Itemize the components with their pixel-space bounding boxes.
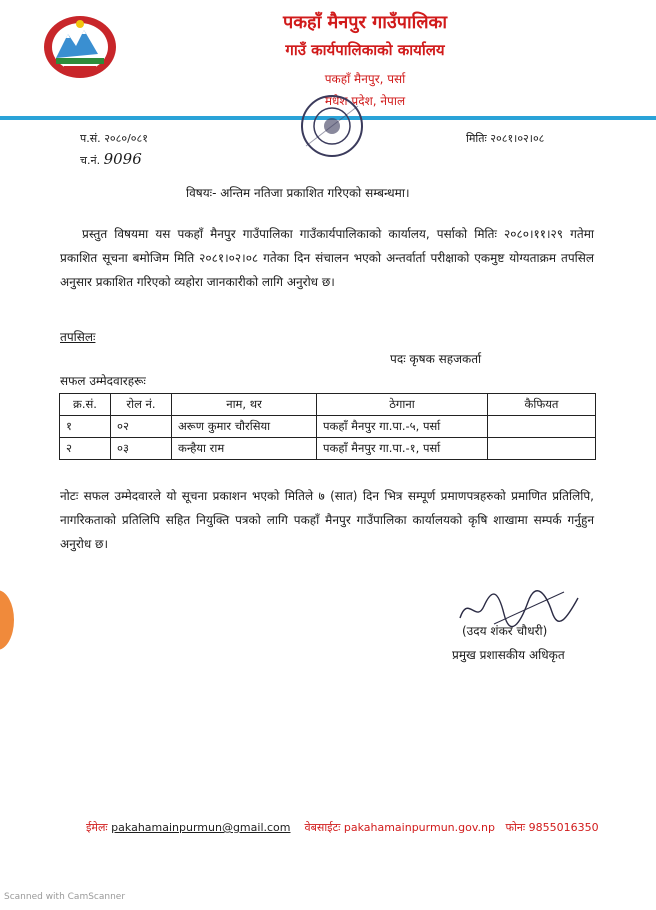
cn-ref bbox=[80, 150, 142, 168]
website-link[interactable]: pakahamainpurmun.gov.np bbox=[343, 821, 495, 834]
cn-label: च.नं. bbox=[80, 154, 101, 167]
ps-label: प.सं. bbox=[80, 132, 101, 145]
email-link[interactable]: pakahamainpurmun@gmail.com bbox=[111, 821, 291, 834]
date-label: मितिः bbox=[466, 132, 487, 145]
scanner-watermark: Scanned with CamScanner bbox=[4, 892, 126, 902]
footer bbox=[86, 820, 599, 835]
municipal-seal-icon bbox=[292, 86, 372, 166]
table-header-row bbox=[60, 394, 596, 416]
candidates-heading: सफल उम्मेदवारहरूः bbox=[60, 374, 146, 388]
cell-roll: ०३ bbox=[111, 438, 172, 460]
col-header-address: ठेगाना bbox=[317, 394, 488, 416]
result-table bbox=[59, 393, 596, 460]
cell-serial: १ bbox=[60, 416, 111, 438]
col-header-remarks: कैफियत bbox=[488, 394, 596, 416]
tapasil-heading: तपसिलः bbox=[60, 330, 96, 344]
org-name: पकहाँ मैनपुर गाउँपालिका bbox=[282, 12, 448, 33]
province: मधेश प्रदेश, नेपाल bbox=[324, 94, 406, 108]
office-name: गाउँ कार्यपालिकाको कार्यालय bbox=[285, 41, 445, 59]
cell-name: कन्हैया राम bbox=[172, 438, 317, 460]
cell-remarks bbox=[488, 438, 596, 460]
cell-address: पकहाँ मैनपुर गा.पा.-५, पर्सा bbox=[317, 416, 488, 438]
date-value: २०८१।०२।०८ bbox=[490, 132, 545, 145]
ps-ref bbox=[80, 131, 148, 146]
cell-name: अरूण कुमार चौरसिया bbox=[172, 416, 317, 438]
email-label: ईमेलः bbox=[86, 821, 108, 834]
table-row bbox=[60, 416, 596, 438]
table-row bbox=[60, 438, 596, 460]
col-header-name: नाम, थर bbox=[172, 394, 317, 416]
col-header-serial: क्र.सं. bbox=[60, 394, 111, 416]
orange-object bbox=[0, 590, 14, 650]
post-title: पदः कृषक सहजकर्ता bbox=[390, 352, 482, 366]
subject-line: विषयः- अन्तिम नतिजा प्रकाशित गरिएको सम्बन्धमा। bbox=[186, 186, 410, 200]
signatory-designation: प्रमुख प्रशासकीय अधिकृत bbox=[452, 648, 565, 662]
office-address: पकहाँ मैनपुर, पर्सा bbox=[324, 72, 406, 86]
cn-value: 9096 bbox=[103, 150, 142, 168]
note-paragraph: नोटः सफल उम्मेदवारले यो सूचना प्रकाशन भएको मितिले ७ (सात) दिन भित्र सम्पूर्ण प्रमाणपत्रहरुको प्रमाणित प्रतिलिपि, नागरिकताको प्रतिलिपि सहित नियुक्ति पत्रको लागि पकहाँ मैनपुर गाउँपालिका कार्यालयको कृषि शाखामा सम्पर्क गर्नुहुन अनुरोध छ। bbox=[60, 489, 594, 551]
ps-value: २०८०/०८१ bbox=[104, 132, 148, 145]
col-header-roll: रोल नं. bbox=[111, 394, 172, 416]
website-label: वेबसाईटः bbox=[304, 821, 341, 834]
phone-label: फोनः bbox=[505, 821, 526, 834]
signatory-name: (उदय शंकर चौधरी) bbox=[462, 624, 548, 638]
date bbox=[466, 131, 544, 146]
cell-serial: २ bbox=[60, 438, 111, 460]
cell-remarks bbox=[488, 416, 596, 438]
municipality-logo-icon bbox=[42, 14, 118, 80]
cell-address: पकहाँ मैनपुर गा.पा.-१, पर्सा bbox=[317, 438, 488, 460]
phone-number: 9855016350 bbox=[528, 821, 599, 834]
cell-roll: ०२ bbox=[111, 416, 172, 438]
body-paragraph: प्रस्तुत विषयमा यस पकहाँ मैनपुर गाउँपालिका गाउँकार्यपालिकाको कार्यालय, पर्साको मितिः २०८०।११।२९ गतेमा प्रकाशित सूचना बमोजिम मिति २०८१।०२।०८ गतेका दिन संचालन भएको अन्तर्वार्ता परीक्षाको एकमुष्ट योग्यताक्रम तपसिल अनुसार प्रकाशित गरिएको व्यहोरा जानकारीको लागि अनुरोध छ। bbox=[60, 227, 594, 289]
